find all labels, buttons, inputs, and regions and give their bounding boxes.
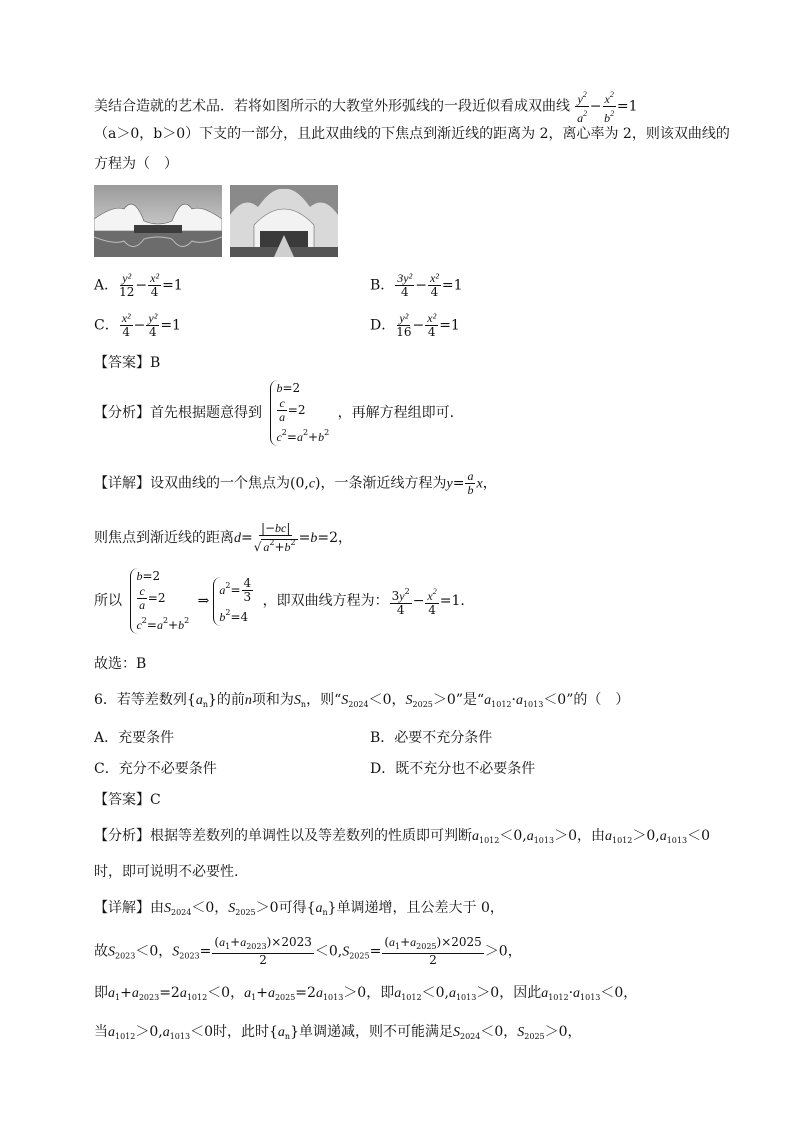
q5-answer: 【答案】B — [94, 355, 161, 371]
q6-option-c: C．充分不必要条件 — [94, 761, 217, 777]
q5-detail-1: 【详解】设双曲线的一个焦点为(0,c)，一条渐近线方程为y= $\frac{a}{b}$ x， — [94, 469, 497, 497]
q5-condition-line: （a＞0，b＞0）下支的一部分，且此双曲线的下焦点到渐近线的距离为 2，离心率为 2，则该双曲线的 — [94, 126, 730, 142]
q5-analysis: 【分析】首先根据题意得到 b=2 $\frac{c}{a}$ =2 $c^2=a^2+b^2$ ，再解方程组即可. — [94, 381, 455, 444]
q6-stem: 6．若等差数列$\{a_n\}$的前n项和为$S_n$，则“$S_{2024}<0$，$S_{2025}>0$”是“$a_{1012}\cdot a_{1013}<0$”的（ ） — [94, 692, 630, 709]
q6-option-d: D．既不充分也不必要条件 — [370, 761, 536, 777]
q5-intro-line: 美结合造就的艺术品．若将如图所示的大教堂外形弧线的一段近似看成双曲线 $\frac{y^2}{a^2}$ − $\frac{x^2}{b^2}$ =1 — [94, 90, 638, 125]
cathedral-exterior-photo — [94, 185, 222, 257]
q6-analysis-2: 时，即可说明不必要性. — [94, 864, 239, 880]
q5-option-d: D． $\frac{\text{y²}}{16}$ − $\frac{\text{x²}}{4}$ =1 — [370, 311, 460, 339]
q5-intro-text: 美结合造就的艺术品．若将如图所示的大教堂外形弧线的一段近似看成双曲线 — [94, 98, 570, 115]
q5-detail-2: 则焦点到渐近线的距离d= $\frac{|-bc|}{√ a^2+b^2}$ =b=2， — [94, 521, 353, 554]
q6-answer: 【答案】C — [94, 792, 161, 808]
q5-choose: 故选：B — [94, 656, 147, 672]
q6-analysis-1: 【分析】根据等差数列的单调性以及等差数列的性质即可判断$a_{1012}<0,a_{1013}>0$，由$a_{1012}>0,a_{1013}<0$ — [94, 828, 710, 845]
q6-option-a: A．充要条件 — [94, 730, 175, 746]
q5-detail-3: 所以 b=2 $\frac{c}{a}$ =2 $c^2=a^2+b^2$ $\Rightarrow a^2=$ $\frac{4}{3}$ $b^2=4$ ，即双曲线方程为： $\frac{3y^2}{4}$ − $\frac{x^2}{4}$ =1. — [94, 569, 465, 632]
q5-option-c: C． $\frac{\text{x²}}{4}$ − $\frac{\text{y²}}{4}$ =1 — [94, 311, 181, 339]
q5-option-b: B． $\frac{\text{3y²}}{4}$ − $\frac{\text{x²}}{4}$ =1 — [370, 271, 463, 299]
q6-detail-4: 当$a_{1012}>0,a_{1013}<0$时，此时$\{a_n\}$单调递减，则不可能满足$S_{2024}<0$，$S_{2025}>0$， — [94, 1024, 582, 1041]
q6-option-b: B．必要不充分条件 — [370, 730, 493, 746]
cathedral-front-photo — [230, 185, 338, 257]
hyperbola-term-y: $\frac{y^2}{a^2}$ — [577, 90, 588, 125]
q6-detail-2: 故$S_{2023}<0$，$S_{2023}=$ $\frac{(a_1+a_{2023})\times 2023}{2}$ $<0,S_{2025}=$ $\frac{(a_1+a_{2025})\times 2025}{2}$ ＞0， — [94, 935, 522, 967]
q6-detail-3: 即$a_1+a_{2023}=2a_{1012}<0$，$a_1+a_{2025}=2a_{1013}>0$，即$a_{1012}<0,a_{1013}>0$，因此$a_{1012}\cdot a_{1013}<0$， — [94, 985, 638, 1002]
q6-detail-1: 【详解】由$S_{2024}<0$，$S_{2025}>0$可得$\{a_n\}$单调递增，且公差大于 0， — [94, 900, 504, 917]
q5-option-a: A． $\frac{\text{y²}}{12}$ − $\frac{\text{x²}}{4}$ =1 — [94, 271, 183, 299]
q5-ask-line: 方程为（ ） — [94, 156, 178, 172]
hyperbola-term-x: $\frac{x^2}{b^2}$ — [604, 90, 615, 125]
